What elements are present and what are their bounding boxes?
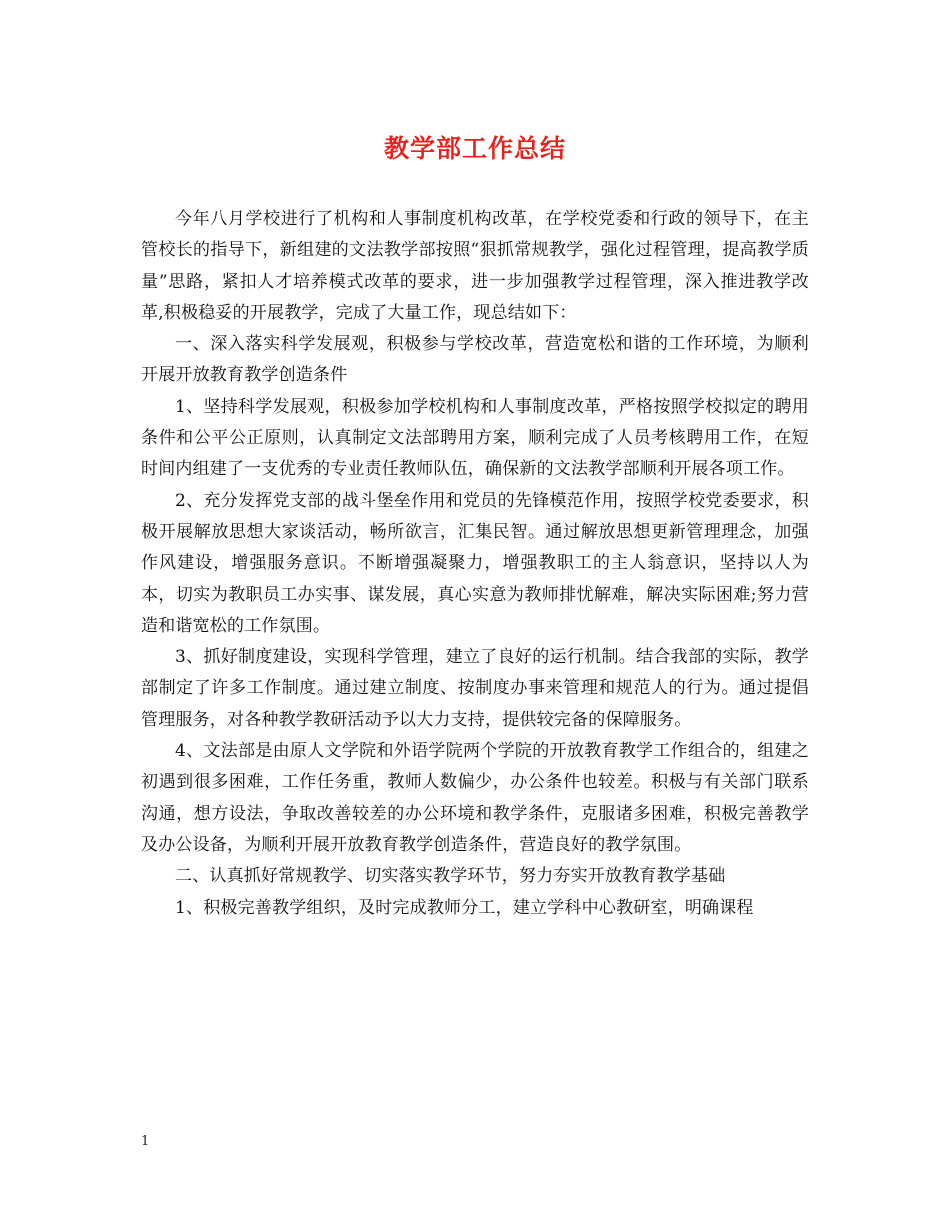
paragraph-item-3: 3、抓好制度建设，实现科学管理，建立了良好的运行机制。结合我部的实际，教学部制定了许多工作制度。通过建立制度、按制度办事来管理和规范人的行为。通过提倡管理服务，对各种教学教研活动予以大力支持，提供较完备的保障服务。: [141, 647, 809, 730]
document-title: 教学部工作总结: [383, 134, 566, 163]
paragraph-section-2-item-1: 1、积极完善教学组织，及时完成教师分工，建立学科中心教研室，明确课程: [175, 897, 754, 918]
paragraph-item-2: 2、充分发挥党支部的战斗堡垒作用和党员的先锋模范作用，按照学校党委要求，积极开展解放思想大家谈活动，畅所欲言，汇集民智。通过解放思想更新管理理念，加强作风建设，增强服务意识。不断增强凝聚力，增强教职工的主人翁意识，坚持以人为本，切实为教职员工办实事、谋发展，真心实意为教师排忧解难，解决实际困难;努力营造和谐宽松的工作氛围。: [141, 490, 809, 636]
paragraph-item-4: 4、文法部是由原人文学院和外语学院两个学院的开放教育教学工作组合的，组建之初遇到很多困难，工作任务重，教师人数偏少，办公条件也较差。积极与有关部门联系沟通，想方设法，争取改善较差的办公环境和教学条件，克服诸多困难，积极完善教学及办公设备，为顺利开展开放教育教学创造条件，营造良好的教学氛围。: [141, 741, 809, 855]
paragraph-section-1-heading: 一、深入落实科学发展观，积极参与学校改革，营造宽松和谐的工作环境，为顺利开展开放教育教学创造条件: [141, 334, 809, 386]
page-number: 1: [141, 1134, 150, 1149]
paragraph-intro: 今年八月学校进行了机构和人事制度机构改革，在学校党委和行政的领导下，在主管校长的指导下，新组建的文法教学部按照“狠抓常规教学，强化过程管理，提高教学质量”思路，紧扣人才培养模式改革的要求，进一步加强教学过程管理，深入推进教学改革,积极稳妥的开展教学，完成了大量工作，现总结如下：: [141, 209, 809, 323]
paragraph-item-1: 1、坚持科学发展观，积极参加学校机构和人事制度改革，严格按照学校拟定的聘用条件和公平公正原则，认真制定文法部聘用方案，顺利完成了人员考核聘用工作，在短时间内组建了一支优秀的专业责任教师队伍，确保新的文法教学部顺利开展各项工作。: [141, 396, 809, 480]
paragraph-section-2-heading: 二、认真抓好常规教学、切实落实教学环节，努力夯实开放教育教学基础: [175, 866, 726, 887]
document-body: [141, 204, 809, 924]
